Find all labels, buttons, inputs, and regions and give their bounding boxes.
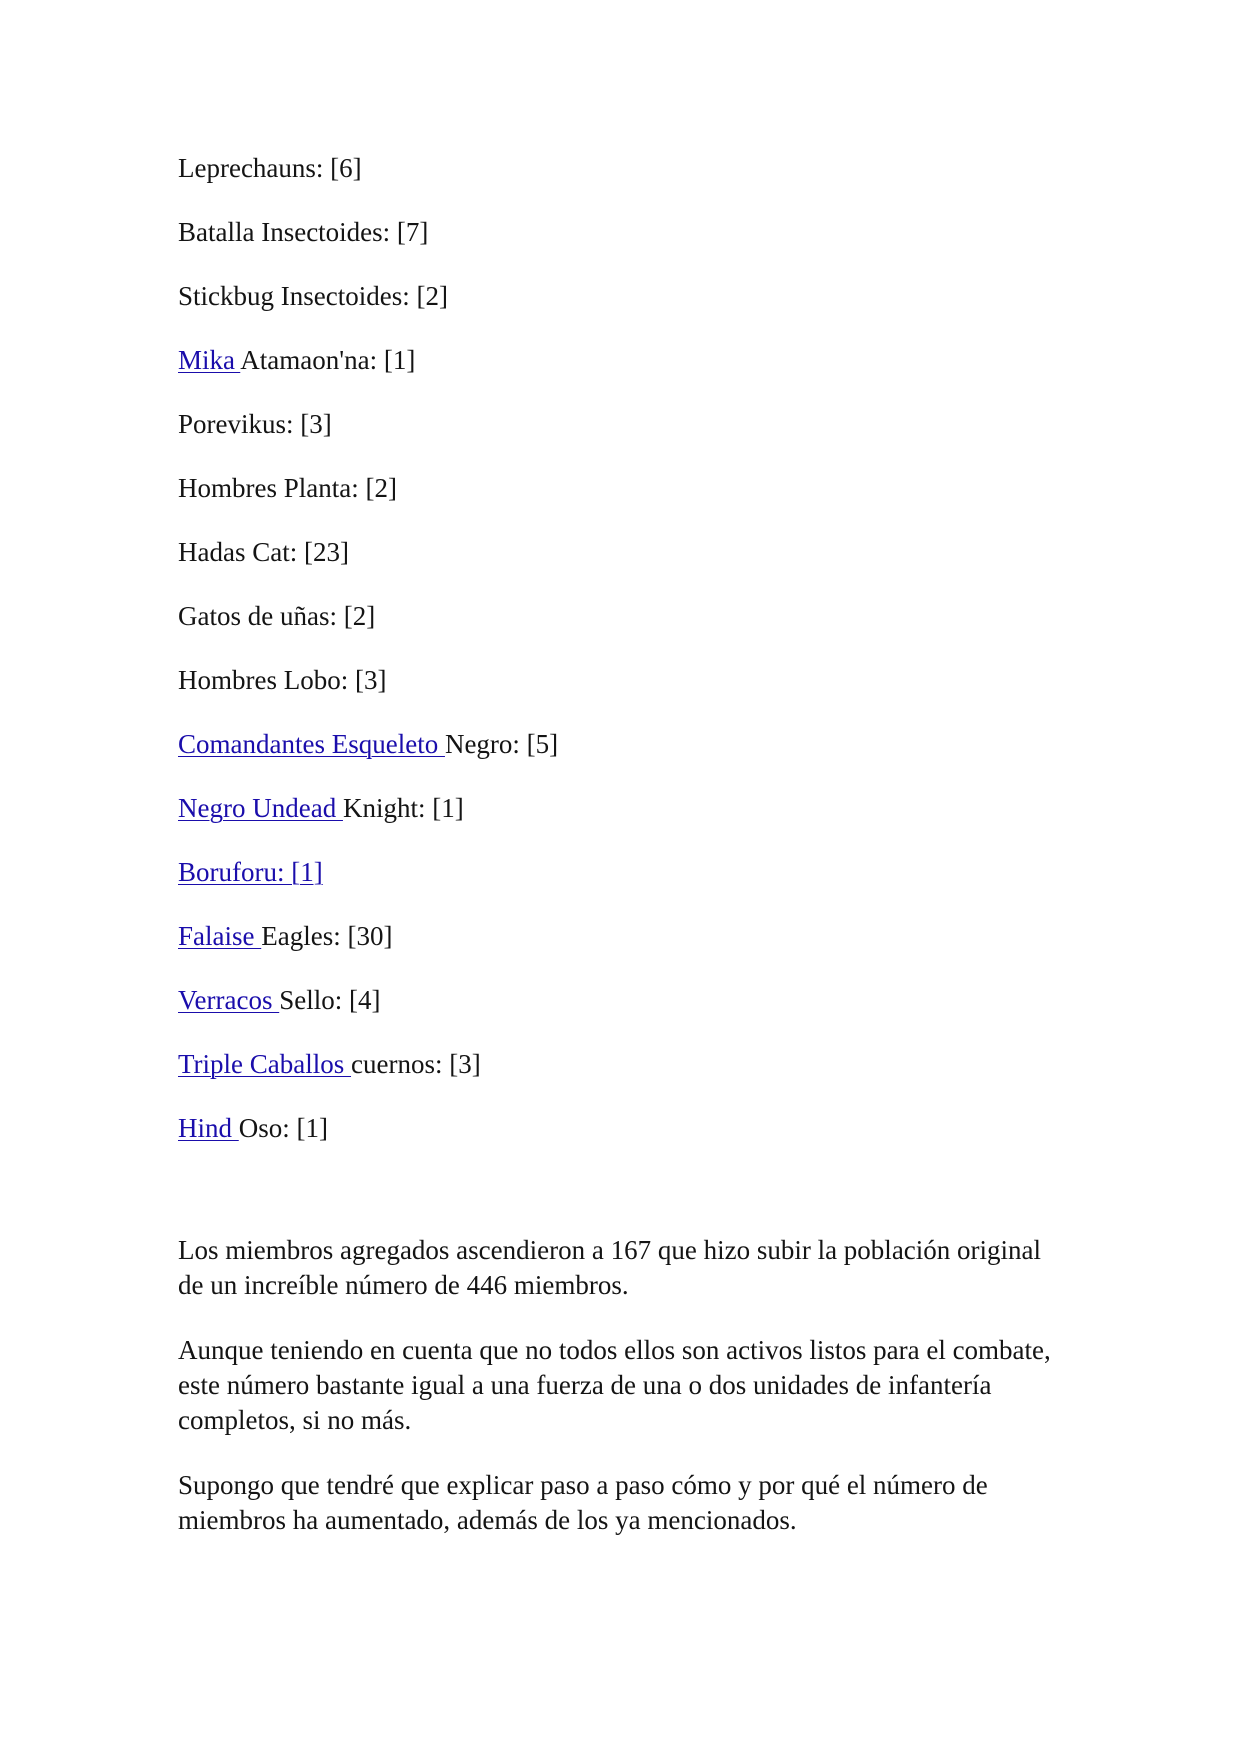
list-item-text: Negro: [5] <box>444 729 559 759</box>
inline-link[interactable]: Comandantes Esqueleto <box>178 729 445 759</box>
list-item <box>178 724 558 788</box>
list-item-text: Gatos de uñas: [2] <box>178 601 376 631</box>
list-item <box>178 340 558 404</box>
list-item-text: Porevikus: [3] <box>178 409 332 439</box>
list-item <box>178 468 558 532</box>
paragraph: Supongo que tendré que explicar paso a paso cómo y por qué el número de miembros ha aumentado, además de los ya mencionados. <box>178 1470 988 1535</box>
inline-link[interactable]: Boruforu: [1] <box>178 857 323 887</box>
list-item-text: Eagles: [30] <box>261 921 393 951</box>
list-item-text: Stickbug Insectoides: [2] <box>178 281 448 311</box>
inline-link[interactable]: Triple Caballos <box>178 1049 352 1079</box>
list-item-text: Knight: [1] <box>342 793 464 823</box>
list-item <box>178 980 558 1044</box>
list-item-text: cuernos: [3] <box>351 1049 481 1079</box>
paragraph: Aunque teniendo en cuenta que no todos ellos son activos listos para el combate, este número bastante igual a una fuerza de una o dos unidades de infantería completos, si no más. <box>178 1335 1051 1435</box>
inline-link[interactable]: Falaise <box>178 921 262 951</box>
paragraph: Los miembros agregados ascendieron a 167 que hizo subir la población original de un increíble número de 446 miembros. <box>178 1235 1042 1300</box>
list-item <box>178 1044 558 1108</box>
list-item <box>178 148 558 212</box>
list-item-text: Atamaon'na: [1] <box>240 345 416 375</box>
inline-link[interactable]: Negro Undead <box>178 793 343 823</box>
inline-link[interactable]: Hind <box>178 1113 239 1143</box>
inline-link[interactable]: Verracos <box>178 985 280 1015</box>
inline-link[interactable]: Mika <box>178 345 241 375</box>
list-item <box>178 404 558 468</box>
list-item <box>178 276 558 340</box>
list-item <box>178 660 558 724</box>
list-item-text: Batalla Insectoides: [7] <box>178 217 429 247</box>
list-item <box>178 788 558 852</box>
list-item-text: Hombres Planta: [2] <box>178 473 397 503</box>
list-item-text: Oso: [1] <box>238 1113 328 1143</box>
list-item-text: Hombres Lobo: [3] <box>178 665 387 695</box>
list-item <box>178 212 558 276</box>
list-item-text: Leprechauns: [6] <box>178 153 362 183</box>
body-text <box>178 1233 1058 1568</box>
list-item <box>178 532 558 596</box>
list-item-text: Sello: [4] <box>279 985 381 1015</box>
list-item <box>178 916 558 980</box>
list-item <box>178 1108 558 1172</box>
species-list <box>178 148 558 1172</box>
list-item-text: Hadas Cat: [23] <box>178 537 349 567</box>
list-item <box>178 596 558 660</box>
list-item <box>178 852 558 916</box>
